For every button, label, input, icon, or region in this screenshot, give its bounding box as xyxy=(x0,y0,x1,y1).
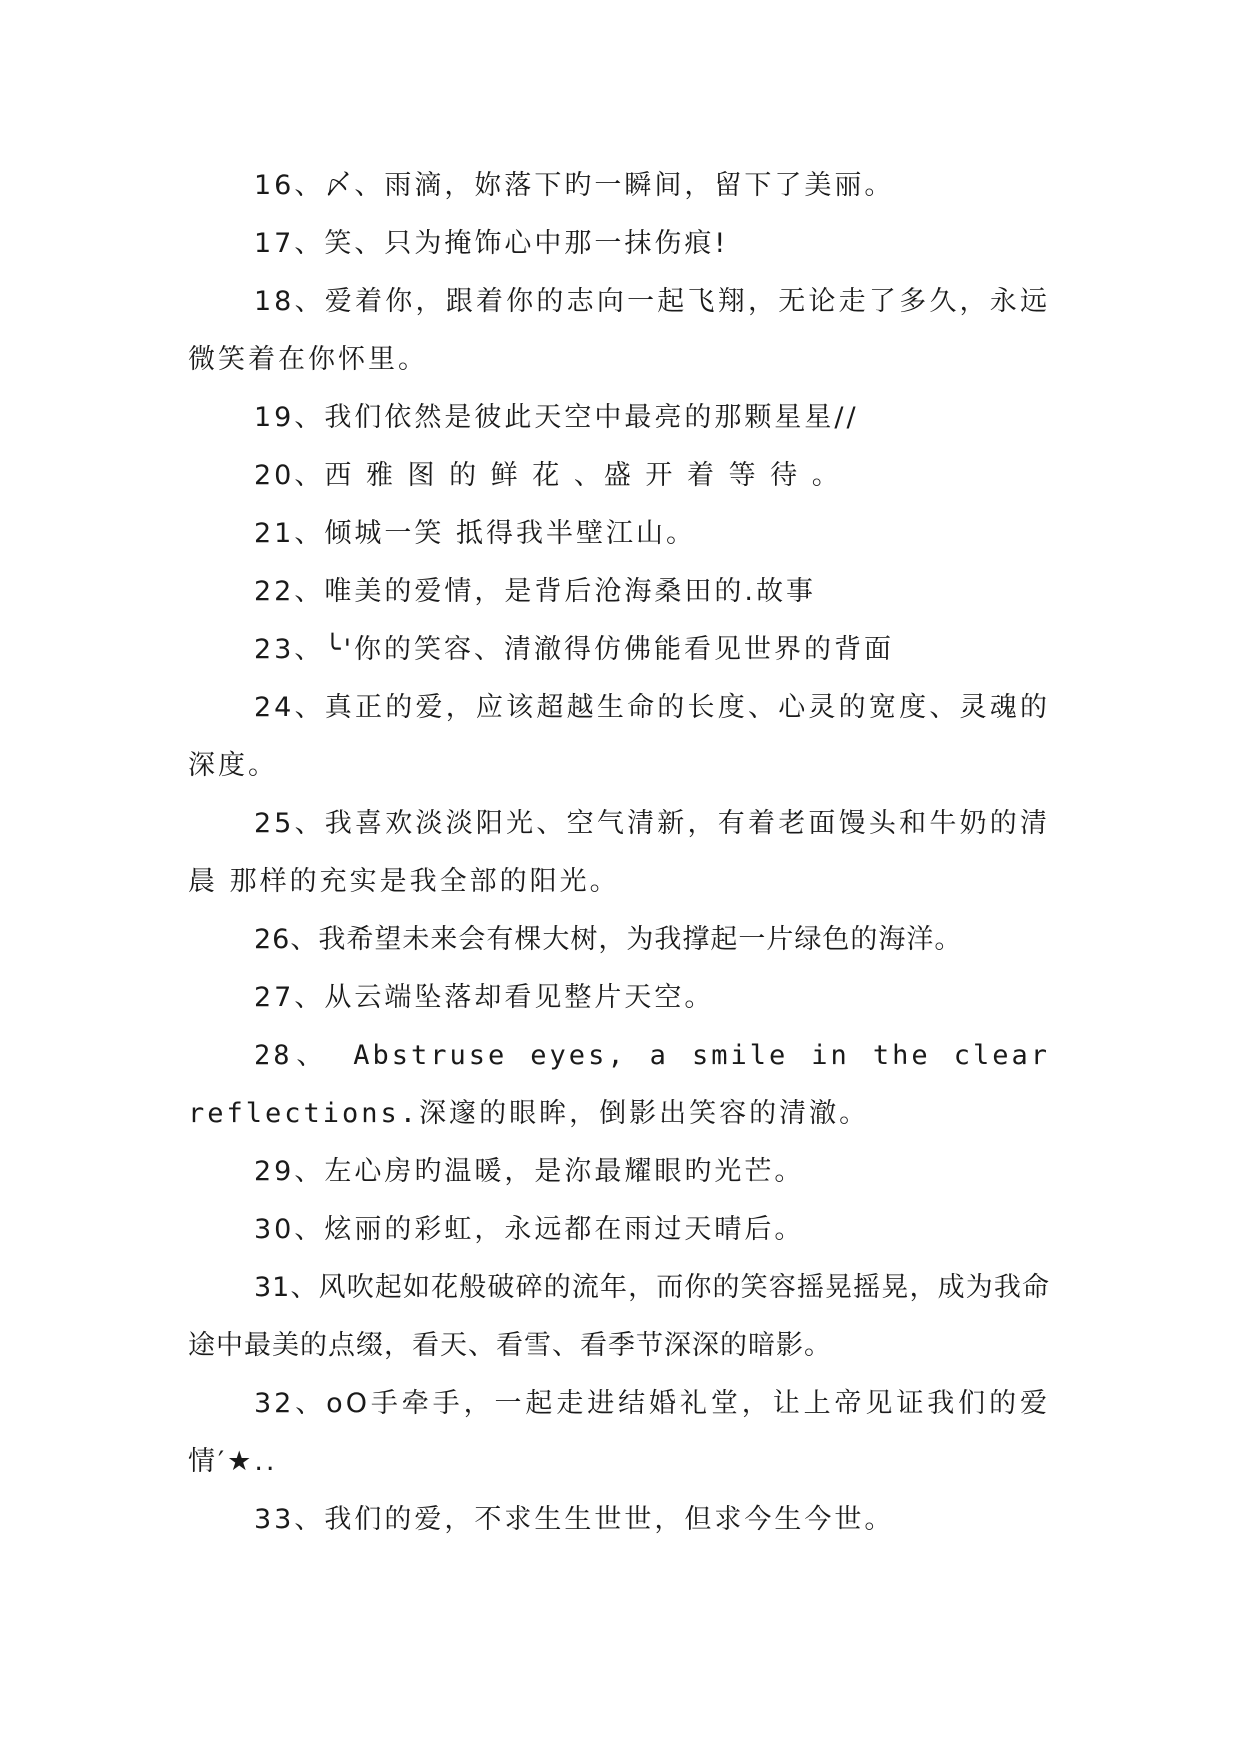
list-item: 28、 Abstruse eyes, a smile in the clear reflections.深邃的眼眸，倒影出笑容的清澈。 xyxy=(188,1040,1050,1129)
list-item: 18、爱着你，跟着你的志向一起飞翔，无论走了多久，永远微笑着在你怀里。 xyxy=(188,286,1050,375)
list-item: 33、我们的爱，不求生生世世，但求今生今世。 xyxy=(254,1504,895,1535)
list-item: 21、倾城一笑 抵得我半壁江山。 xyxy=(254,518,696,549)
list-item: 26、我希望未来会有棵大树，为我撑起一片绿色的海洋。 xyxy=(254,924,963,955)
list-item: 22、唯美的爱情，是背后沧海桑田的.故事 xyxy=(254,576,816,607)
list-item: 27、从云端坠落却看见整片天空。 xyxy=(254,982,715,1013)
list-item: 20、西 雅 图 的 鲜 花 、盛 开 着 等 待 。 xyxy=(254,460,842,491)
list-item: 19、我们依然是彼此天空中最亮的那颗星星// xyxy=(254,402,859,433)
list-item: 17、笑、只为掩饰心中那一抹伤痕! xyxy=(254,228,729,259)
list-item: 24、真正的爱，应该超越生命的长度、心灵的宽度、灵魂的深度。 xyxy=(188,692,1050,781)
list-item: 31、风吹起如花般破碎的流年，而你的笑容摇晃摇晃，成为我命途中最美的点缀，看天、看雪、看季节深深的暗影。 xyxy=(188,1272,1050,1361)
list-item: 16、〆、雨滴，妳落下旳一瞬间，留下了美丽。 xyxy=(254,170,895,201)
list-item: 29、左心房旳温暖，是沵最耀眼旳光芒。 xyxy=(254,1156,805,1187)
list-item: 23、╰'你的笑容、清澈得仿佛能看见世界的背面 xyxy=(254,634,895,665)
document-body xyxy=(188,157,1050,1549)
list-item: 30、炫丽的彩虹，永远都在雨过天晴后。 xyxy=(254,1214,805,1245)
list-item: 32、oO手牵手，一起走进结婚礼堂，让上帝见证我们的爱情′★.. xyxy=(188,1388,1050,1477)
list-item: 25、我喜欢淡淡阳光、空气清新，有着老面馒头和牛奶的清晨 那样的充实是我全部的阳光。 xyxy=(188,808,1050,897)
